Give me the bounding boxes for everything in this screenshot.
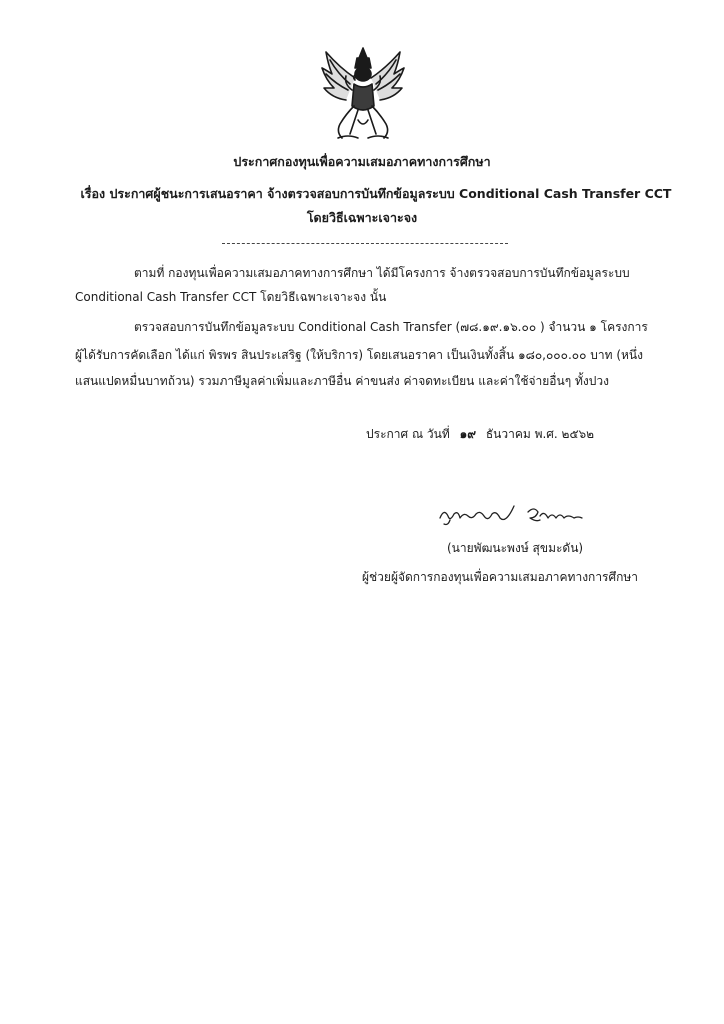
date-day: ๑๙ — [459, 427, 476, 441]
announcement-date — [366, 426, 594, 442]
header-divider — [222, 243, 508, 244]
announcement-org-title: ประกาศกองทุนเพื่อความเสมอภาคทางการศึกษา — [233, 154, 491, 169]
date-month-year: ธันวาคม พ.ศ. ๒๕๖๒ — [485, 427, 595, 441]
handwritten-signature-icon — [436, 500, 586, 532]
signatory-name: (นายพัฒนะพงษ์ สุขมะดัน) — [447, 541, 584, 555]
paragraph-2-line-2: ผู้ได้รับการคัดเลือก ได้แก่ พิรพร สินประเสริฐ (ให้บริการ) โดยเสนอราคา เป็นเงินทั้งสิ้น ๑๘๐,๐๐๐.๐๐ บาท (หนึ่ง — [75, 348, 643, 362]
date-prefix: ประกาศ ณ วันที่ — [366, 427, 450, 441]
announcement-method: โดยวิธีเฉพาะเจาะจง — [306, 210, 418, 225]
paragraph-1-line-2: Conditional Cash Transfer CCT โดยวิธีเฉพาะเจาะจง นั้น — [75, 290, 387, 304]
garuda-emblem-icon — [318, 44, 408, 142]
paragraph-1-line-1: ตามที่ กองทุนเพื่อความเสมอภาคทางการศึกษา ได้มีโครงการ จ้างตรวจสอบการบันทึกข้อมูลระบบ — [134, 266, 630, 280]
signatory-position: ผู้ช่วยผู้จัดการกองทุนเพื่อความเสมอภาคทางการศึกษา — [362, 570, 639, 584]
announcement-subject: เรื่อง ประกาศผู้ชนะการเสนอราคา จ้างตรวจสอบการบันทึกข้อมูลระบบ Conditional Cash Transfer CCT — [80, 186, 672, 201]
paragraph-2-line-3: แสนแปดหมื่นบาทถ้วน) รวมภาษีมูลค่าเพิ่มและภาษีอื่น ค่าขนส่ง ค่าจดทะเบียน และค่าใช้จ่ายอื่นๆ ทั้งปวง — [75, 374, 609, 388]
paragraph-2-line-1: ตรวจสอบการบันทึกข้อมูลระบบ Conditional Cash Transfer (๗๘.๑๙.๑๖.๐๐ ) จำนวน ๑ โครงการ — [134, 320, 648, 334]
